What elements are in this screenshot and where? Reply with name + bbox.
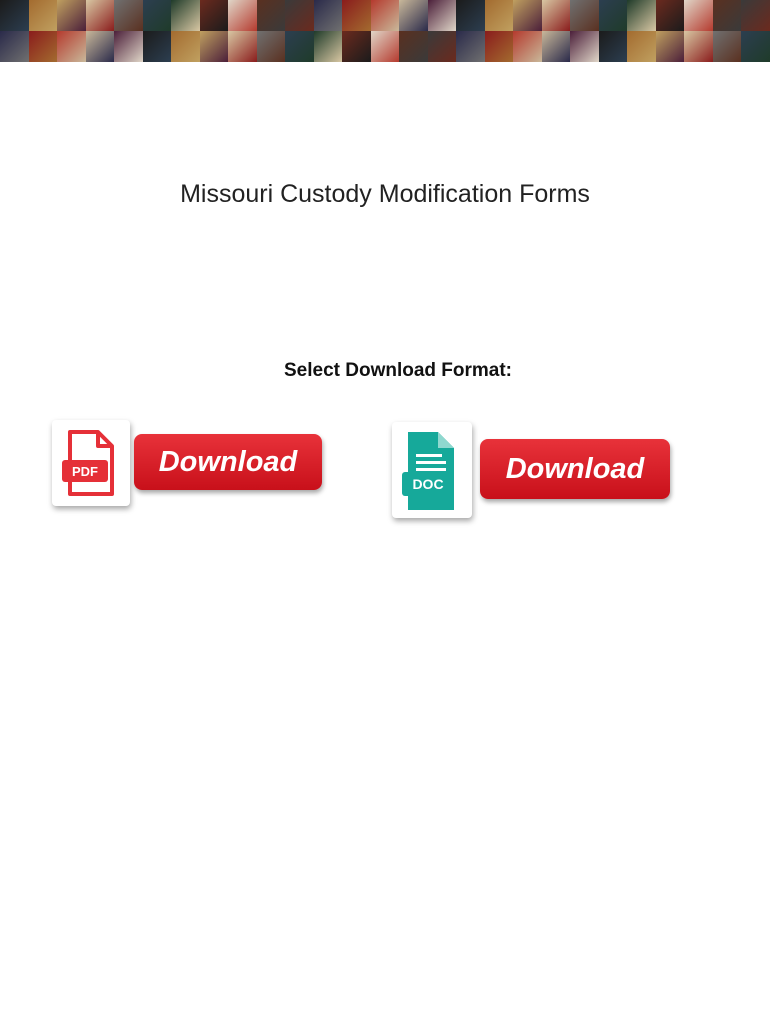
pdf-download-group[interactable] xyxy=(52,420,324,510)
pdf-file-icon[interactable] xyxy=(52,420,130,506)
album-cover-tile xyxy=(684,31,713,62)
album-cover-tile xyxy=(257,0,286,31)
album-cover-tile xyxy=(228,0,257,31)
album-cover-tile xyxy=(399,31,428,62)
album-cover-tile xyxy=(0,31,29,62)
album-cover-tile xyxy=(200,31,229,62)
album-cover-tile xyxy=(741,0,770,31)
album-cover-tile xyxy=(656,31,685,62)
album-cover-tile xyxy=(114,31,143,62)
album-cover-tile xyxy=(456,31,485,62)
page-title: Missouri Custody Modification Forms xyxy=(180,180,590,208)
album-cover-tile xyxy=(456,0,485,31)
album-cover-tile xyxy=(428,31,457,62)
pdf-icon-label: PDF xyxy=(72,464,98,479)
album-cover-tile xyxy=(542,31,571,62)
album-cover-tile xyxy=(513,31,542,62)
album-cover-tile xyxy=(485,0,514,31)
album-cover-tile xyxy=(86,0,115,31)
album-cover-tile xyxy=(513,0,542,31)
doc-download-button[interactable]: Download xyxy=(480,439,670,499)
album-cover-tile xyxy=(713,0,742,31)
album-cover-tile xyxy=(570,31,599,62)
album-cover-tile xyxy=(314,0,343,31)
album-cover-tile xyxy=(371,31,400,62)
album-cover-tile xyxy=(599,31,628,62)
album-cover-tile xyxy=(570,0,599,31)
doc-icon-label: DOC xyxy=(412,476,444,492)
album-cover-tile xyxy=(86,31,115,62)
doc-file-icon[interactable] xyxy=(392,422,472,518)
album-cover-tile xyxy=(57,31,86,62)
album-cover-tile xyxy=(399,0,428,31)
album-cover-tile xyxy=(285,0,314,31)
album-cover-tile xyxy=(0,0,29,31)
select-format-label: Select Download Format: xyxy=(283,360,513,381)
album-cover-tile xyxy=(314,31,343,62)
album-cover-tile xyxy=(171,0,200,31)
album-cover-tile xyxy=(741,31,770,62)
album-cover-tile xyxy=(143,0,172,31)
doc-download-group[interactable] xyxy=(392,422,674,520)
album-cover-tile xyxy=(542,0,571,31)
album-cover-tile xyxy=(599,0,628,31)
album-cover-tile xyxy=(713,31,742,62)
album-cover-tile xyxy=(114,0,143,31)
album-cover-tile xyxy=(485,31,514,62)
album-cover-tile xyxy=(171,31,200,62)
album-cover-tile xyxy=(228,31,257,62)
album-cover-tile xyxy=(342,0,371,31)
album-cover-tile xyxy=(627,0,656,31)
album-cover-tile xyxy=(428,0,457,31)
pdf-download-button[interactable]: Download xyxy=(134,434,322,490)
album-cover-tile xyxy=(200,0,229,31)
album-cover-tile xyxy=(57,0,86,31)
album-cover-tile xyxy=(143,31,172,62)
album-cover-tile xyxy=(627,31,656,62)
album-cover-tile xyxy=(29,0,58,31)
album-cover-tile xyxy=(684,0,713,31)
album-cover-tile xyxy=(342,31,371,62)
album-cover-tile xyxy=(371,0,400,31)
album-cover-tile xyxy=(656,0,685,31)
album-cover-banner xyxy=(0,0,770,62)
album-cover-tile xyxy=(285,31,314,62)
album-cover-tile xyxy=(257,31,286,62)
album-cover-tile xyxy=(29,31,58,62)
